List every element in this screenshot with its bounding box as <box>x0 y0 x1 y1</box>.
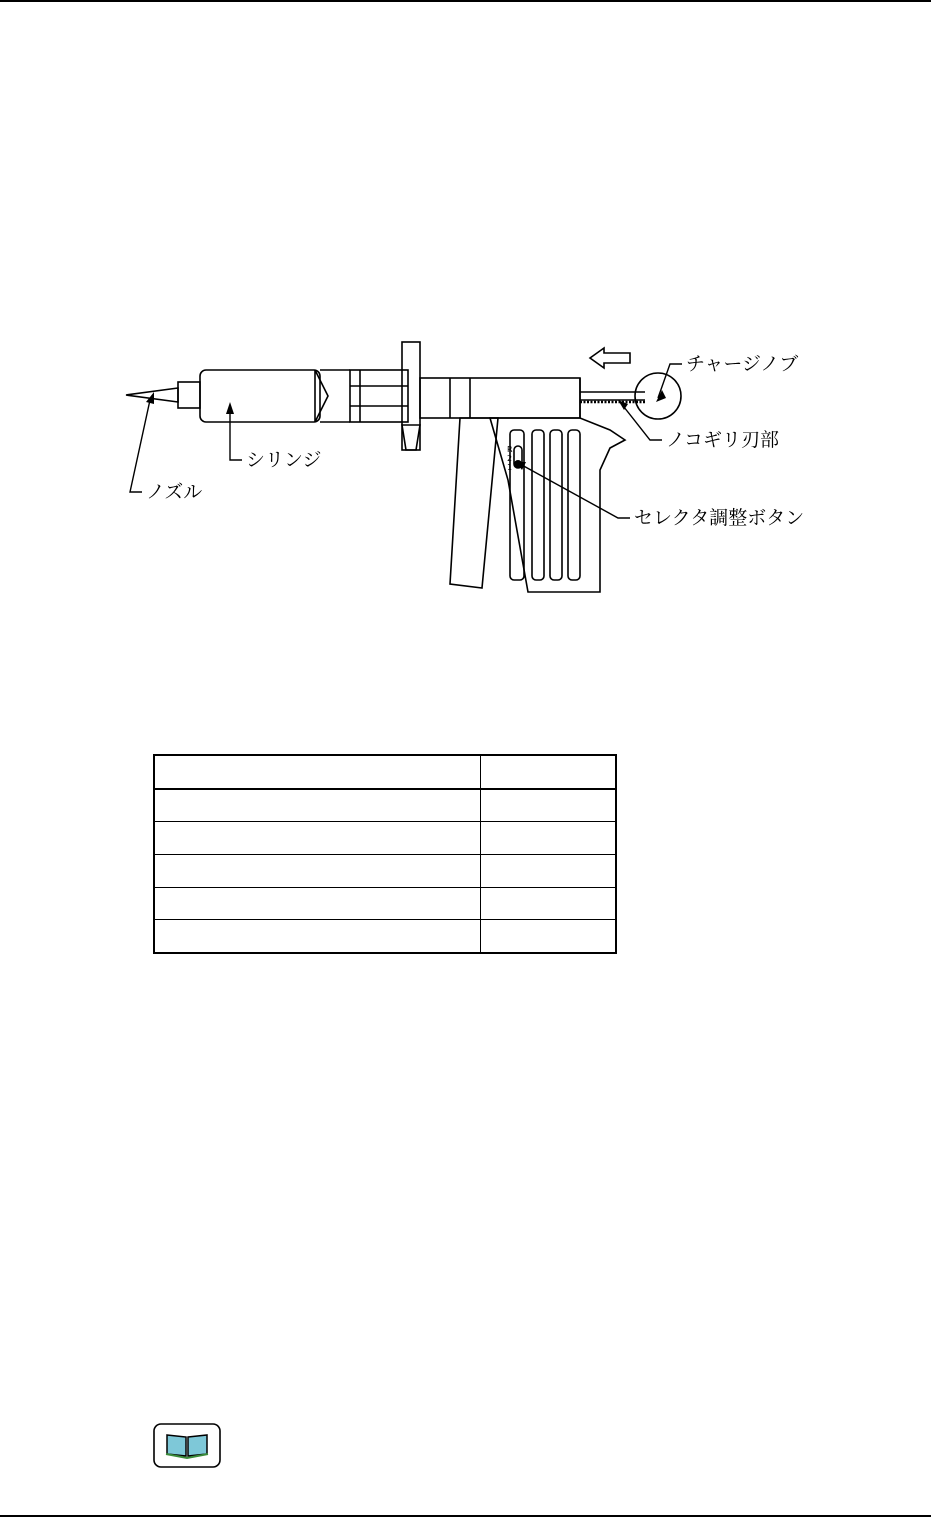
left-arrow-icon <box>590 348 630 368</box>
label-saw-blade: ノコギリ刃部 <box>666 429 780 451</box>
gun-drawing <box>126 342 681 592</box>
table-cell <box>481 822 617 855</box>
table-cell <box>154 822 481 855</box>
selector-mark-r: R <box>507 445 513 454</box>
label-charge-knob: チャージノブ <box>686 353 799 375</box>
table-row <box>154 755 616 789</box>
table-cell <box>154 887 481 920</box>
table-row <box>154 854 616 887</box>
table-row <box>154 887 616 920</box>
table-cell <box>481 920 617 953</box>
flange-shape <box>402 342 420 450</box>
trigger-shape <box>450 418 498 588</box>
table-cell <box>481 887 617 920</box>
table-cell <box>481 854 617 887</box>
label-syringe: シリンジ <box>246 449 322 471</box>
selector-mark-2: 2 <box>507 454 513 463</box>
spec-table <box>153 754 617 954</box>
table-cell <box>154 920 481 953</box>
table-cell <box>154 854 481 887</box>
table-row <box>154 822 616 855</box>
label-selector-button: セレクタ調整ボタン <box>634 507 805 529</box>
table-cell <box>481 755 617 789</box>
table-row <box>154 789 616 822</box>
top-rule <box>0 0 931 2</box>
table-cell <box>481 789 617 822</box>
open-book-icon[interactable] <box>153 1423 221 1468</box>
selector-mark-1: 1 <box>507 463 513 472</box>
table-cell <box>154 789 481 822</box>
table-row <box>154 920 616 953</box>
sealant-gun-diagram <box>110 330 830 600</box>
syringe-shape <box>200 370 320 422</box>
label-nozzle: ノズル <box>146 481 203 503</box>
table-cell <box>154 755 481 789</box>
bottom-rule <box>0 1515 931 1517</box>
